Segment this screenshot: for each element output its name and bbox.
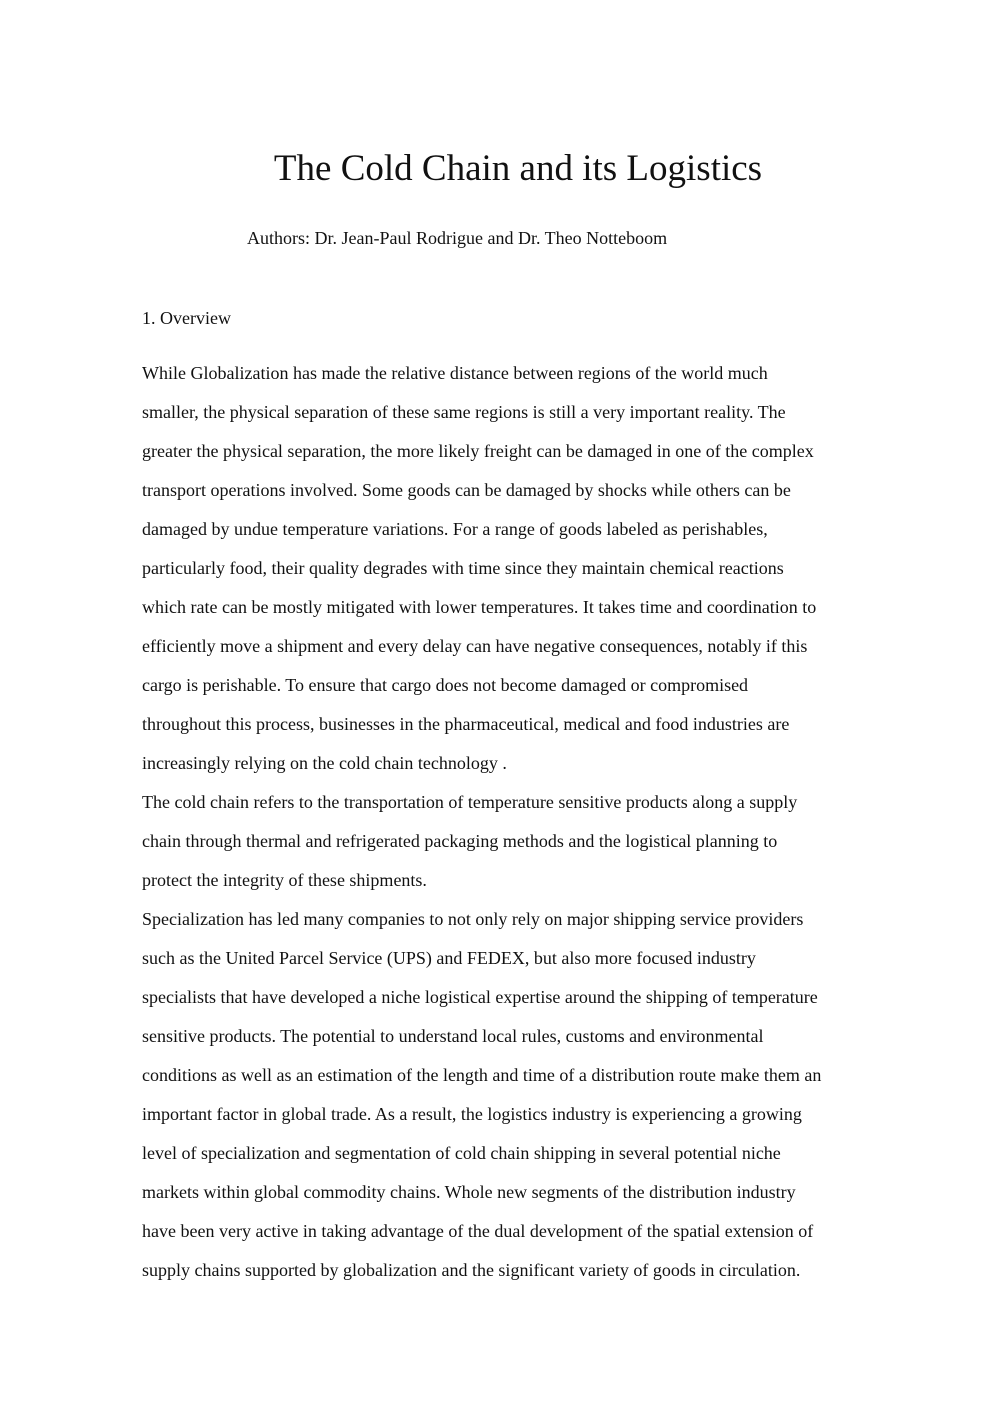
text-line: such as the United Parcel Service (UPS) and FEDEX, but also more focused industry: [142, 948, 756, 968]
text-line: which rate can be mostly mitigated with lower temperatures. It takes time and coordination to: [142, 597, 817, 617]
text-line: The cold chain refers to the transportation of temperature sensitive products along a supply: [142, 792, 798, 812]
text-line: supply chains supported by globalization and the significant variety of goods in circulation.: [142, 1260, 801, 1280]
text-line: markets within global commodity chains. Whole new segments of the distribution industry: [142, 1182, 796, 1202]
text-line: efficiently move a shipment and every delay can have negative consequences, notably if this: [142, 636, 808, 656]
text-line: have been very active in taking advantage of the dual development of the spatial extension of: [142, 1221, 814, 1241]
text-line: protect the integrity of these shipments.: [142, 870, 427, 890]
text-line: important factor in global trade. As a result, the logistics industry is experiencing a growing: [142, 1104, 802, 1124]
text-line: chain through thermal and refrigerated packaging methods and the logistical planning to: [142, 831, 778, 851]
text-line: particularly food, their quality degrades with time since they maintain chemical reactions: [142, 558, 784, 578]
text-line: level of specialization and segmentation of cold chain shipping in several potential niche: [142, 1143, 781, 1163]
text-line: greater the physical separation, the more likely freight can be damaged in one of the complex: [142, 441, 814, 461]
text-line: sensitive products. The potential to understand local rules, customs and environmental: [142, 1026, 764, 1046]
text-line: cargo is perishable. To ensure that cargo does not become damaged or compromised: [142, 675, 749, 695]
text-line: damaged by undue temperature variations. For a range of goods labeled as perishables,: [142, 519, 768, 539]
text-line: Specialization has led many companies to not only rely on major shipping service providers: [142, 909, 804, 929]
text-line: transport operations involved. Some goods can be damaged by shocks while others can be: [142, 480, 791, 500]
text-line: smaller, the physical separation of these same regions is still a very important reality. The: [142, 402, 786, 422]
text-line: throughout this process, businesses in the pharmaceutical, medical and food industries are: [142, 714, 790, 734]
overview-body: [142, 354, 902, 1290]
text-line: conditions as well as an estimation of the length and time of a distribution route make them an: [142, 1065, 822, 1085]
text-line: specialists that have developed a niche logistical expertise around the shipping of temperature: [142, 987, 818, 1007]
text-line: increasingly relying on the cold chain technology .: [142, 753, 507, 773]
document-title: The Cold Chain and its Logistics: [273, 148, 763, 189]
authors-line: Authors: Dr. Jean-Paul Rodrigue and Dr. Theo Notteboom: [247, 228, 668, 248]
text-line: While Globalization has made the relative distance between regions of the world much: [142, 363, 768, 383]
section-heading-overview: 1. Overview: [142, 308, 231, 328]
